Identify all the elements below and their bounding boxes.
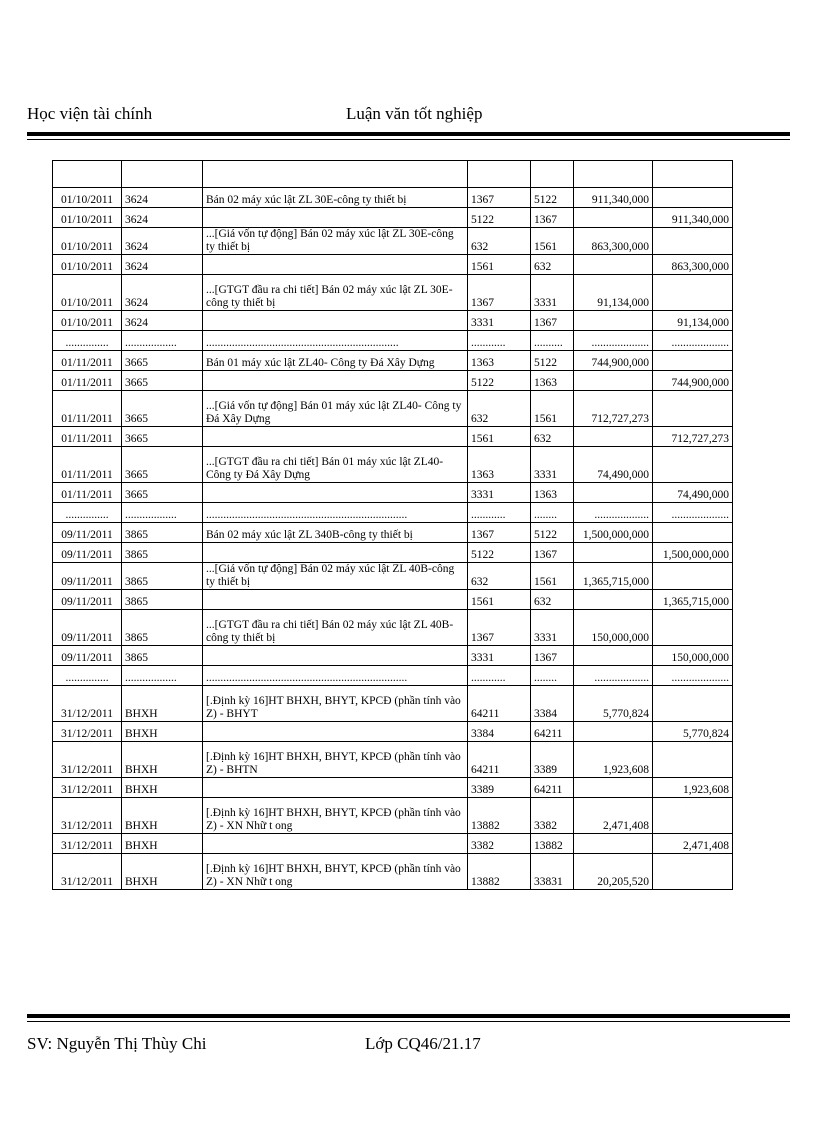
ledger-row	[53, 742, 733, 778]
cell-description: ...[GTGT đầu ra chi tiết] Bán 02 máy xúc lật ZL 40B-công ty thiết bị	[203, 610, 468, 646]
cell-voucher: ..................	[122, 666, 203, 686]
cell-credit-amount: ....................	[653, 331, 733, 351]
cell-voucher: 3624	[122, 275, 203, 311]
cell-date: 31/12/2011	[53, 686, 122, 722]
ledger-row	[53, 563, 733, 590]
cell-voucher: 3665	[122, 351, 203, 371]
cell-debit-amount: ....................	[574, 331, 653, 351]
cell-debit-account: 3331	[468, 483, 531, 503]
cell-debit-amount: 1,365,715,000	[574, 563, 653, 590]
cell-description: ...[Giá vốn tự động] Bán 01 máy xúc lật ZL40- Công ty Đá Xây Dựng	[203, 391, 468, 427]
cell-date: 01/10/2011	[53, 275, 122, 311]
cell-description	[203, 255, 468, 275]
cell-credit-account: 64211	[531, 778, 574, 798]
cell-credit-account: 5122	[531, 188, 574, 208]
cell-description	[203, 543, 468, 563]
cell-description: Bán 02 máy xúc lật ZL 30E-công ty thiết bị	[203, 188, 468, 208]
cell-debit-account: 3384	[468, 722, 531, 742]
cell-credit-account: 3331	[531, 275, 574, 311]
cell-debit-account: 1367	[468, 275, 531, 311]
ledger-row	[53, 351, 733, 371]
cell-debit-amount: 1,500,000,000	[574, 523, 653, 543]
cell-voucher: 3865	[122, 610, 203, 646]
cell-description: Bán 02 máy xúc lật ZL 340B-công ty thiết bị	[203, 523, 468, 543]
ledger-row	[53, 543, 733, 563]
footer-rule-thin	[27, 1021, 790, 1022]
cell-debit-account: ............	[468, 503, 531, 523]
cell-date: 01/11/2011	[53, 351, 122, 371]
ledger-row	[53, 834, 733, 854]
ledger-row	[53, 188, 733, 208]
cell-voucher: BHXH	[122, 686, 203, 722]
cell-debit-amount	[574, 255, 653, 275]
cell-voucher: 3665	[122, 371, 203, 391]
cell-description	[203, 208, 468, 228]
cell-debit-account	[468, 161, 531, 188]
cell-debit-account: 5122	[468, 208, 531, 228]
cell-description	[203, 590, 468, 610]
ledger-row	[53, 311, 733, 331]
footer-rule	[27, 1014, 790, 1018]
cell-debit-account: 13882	[468, 854, 531, 890]
cell-date: 01/11/2011	[53, 447, 122, 483]
cell-credit-amount	[653, 798, 733, 834]
cell-credit-account: 1367	[531, 311, 574, 331]
cell-debit-account: 1561	[468, 590, 531, 610]
cell-date: 01/11/2011	[53, 483, 122, 503]
cell-credit-account: 632	[531, 590, 574, 610]
cell-debit-account: 13882	[468, 798, 531, 834]
ledger-row	[53, 371, 733, 391]
cell-voucher: BHXH	[122, 742, 203, 778]
cell-debit-account: 1561	[468, 255, 531, 275]
cell-debit-account: 3331	[468, 646, 531, 666]
cell-credit-amount: 1,365,715,000	[653, 590, 733, 610]
cell-debit-amount: ...................	[574, 666, 653, 686]
cell-credit-account: ..........	[531, 331, 574, 351]
cell-debit-account: 3389	[468, 778, 531, 798]
cell-credit-account: 64211	[531, 722, 574, 742]
cell-debit-amount: 20,205,520	[574, 854, 653, 890]
cell-voucher: 3624	[122, 311, 203, 331]
cell-description: ...[Giá vốn tự động] Bán 02 máy xúc lật ZL 40B-công ty thiết bị	[203, 563, 468, 590]
cell-credit-amount: 2,471,408	[653, 834, 733, 854]
cell-credit-amount	[653, 188, 733, 208]
cell-debit-amount: ...................	[574, 503, 653, 523]
cell-credit-amount: 863,300,000	[653, 255, 733, 275]
ledger-row	[53, 275, 733, 311]
cell-credit-amount: ....................	[653, 503, 733, 523]
cell-credit-amount	[653, 228, 733, 255]
cell-credit-account: 33831	[531, 854, 574, 890]
ledger-row	[53, 255, 733, 275]
ledger-row	[53, 331, 733, 351]
cell-credit-account: 3389	[531, 742, 574, 778]
cell-date: 09/11/2011	[53, 523, 122, 543]
cell-debit-account: 64211	[468, 686, 531, 722]
cell-debit-amount	[574, 311, 653, 331]
cell-description	[203, 834, 468, 854]
ledger-row	[53, 778, 733, 798]
cell-date: 01/11/2011	[53, 371, 122, 391]
cell-credit-amount: 1,500,000,000	[653, 543, 733, 563]
cell-voucher: ..................	[122, 331, 203, 351]
cell-debit-account: 5122	[468, 543, 531, 563]
ledger-table	[52, 160, 733, 890]
cell-credit-account: ........	[531, 666, 574, 686]
ledger-row	[53, 523, 733, 543]
ledger-row	[53, 646, 733, 666]
ledger-row	[53, 427, 733, 447]
ledger-row	[53, 483, 733, 503]
cell-description: ...[Giá vốn tự động] Bán 02 máy xúc lật ZL 30E-công ty thiết bị	[203, 228, 468, 255]
cell-credit-amount	[653, 351, 733, 371]
cell-credit-amount: 744,900,000	[653, 371, 733, 391]
ledger-row	[53, 798, 733, 834]
cell-date: 09/11/2011	[53, 610, 122, 646]
cell-credit-account: 3384	[531, 686, 574, 722]
cell-debit-amount	[574, 208, 653, 228]
cell-date: 31/12/2011	[53, 722, 122, 742]
cell-date: 31/12/2011	[53, 834, 122, 854]
cell-voucher: 3665	[122, 483, 203, 503]
header-institution: Học viện tài chính	[27, 104, 153, 123]
cell-credit-amount	[653, 563, 733, 590]
cell-voucher: ..................	[122, 503, 203, 523]
cell-debit-amount: 74,490,000	[574, 447, 653, 483]
cell-debit-account: ............	[468, 666, 531, 686]
cell-credit-account: 1561	[531, 228, 574, 255]
cell-date: 31/12/2011	[53, 854, 122, 890]
ledger-row	[53, 208, 733, 228]
cell-credit-amount: 74,490,000	[653, 483, 733, 503]
cell-date: 31/12/2011	[53, 778, 122, 798]
cell-debit-account: 1363	[468, 351, 531, 371]
cell-debit-account: 3382	[468, 834, 531, 854]
cell-debit-account: 1367	[468, 188, 531, 208]
cell-debit-account: 64211	[468, 742, 531, 778]
cell-date: 01/10/2011	[53, 311, 122, 331]
cell-credit-amount: ....................	[653, 666, 733, 686]
cell-credit-account: ........	[531, 503, 574, 523]
cell-credit-account: 1367	[531, 208, 574, 228]
cell-description	[203, 778, 468, 798]
cell-debit-account: ............	[468, 331, 531, 351]
cell-debit-amount	[574, 483, 653, 503]
cell-description	[203, 311, 468, 331]
cell-credit-account: 5122	[531, 523, 574, 543]
cell-debit-amount: 2,471,408	[574, 798, 653, 834]
cell-credit-amount	[653, 447, 733, 483]
cell-voucher	[122, 161, 203, 188]
cell-credit-account: 1367	[531, 543, 574, 563]
cell-debit-amount	[574, 722, 653, 742]
cell-credit-account: 1363	[531, 483, 574, 503]
header-rule	[27, 132, 790, 136]
cell-credit-amount	[653, 854, 733, 890]
ledger-row	[53, 610, 733, 646]
cell-credit-amount: 1,923,608	[653, 778, 733, 798]
ledger-row	[53, 228, 733, 255]
cell-debit-account: 1367	[468, 523, 531, 543]
cell-date: 31/12/2011	[53, 742, 122, 778]
cell-credit-account: 632	[531, 255, 574, 275]
cell-credit-account: 1363	[531, 371, 574, 391]
ledger-row	[53, 161, 733, 188]
cell-debit-account: 3331	[468, 311, 531, 331]
ledger-row	[53, 590, 733, 610]
cell-credit-account: 1367	[531, 646, 574, 666]
ledger-row	[53, 391, 733, 427]
cell-date: 09/11/2011	[53, 543, 122, 563]
cell-credit-account: 1561	[531, 563, 574, 590]
cell-credit-amount	[653, 161, 733, 188]
cell-debit-amount: 150,000,000	[574, 610, 653, 646]
cell-debit-amount: 5,770,824	[574, 686, 653, 722]
ledger-row	[53, 503, 733, 523]
cell-voucher: 3865	[122, 523, 203, 543]
cell-voucher: BHXH	[122, 722, 203, 742]
cell-debit-account: 632	[468, 391, 531, 427]
cell-debit-amount: 91,134,000	[574, 275, 653, 311]
cell-debit-account: 1561	[468, 427, 531, 447]
cell-description	[203, 722, 468, 742]
cell-credit-account: 5122	[531, 351, 574, 371]
cell-credit-amount	[653, 523, 733, 543]
cell-voucher: BHXH	[122, 778, 203, 798]
cell-date: 01/10/2011	[53, 208, 122, 228]
cell-credit-amount	[653, 275, 733, 311]
cell-date: 01/11/2011	[53, 427, 122, 447]
cell-credit-account: 3331	[531, 447, 574, 483]
cell-description	[203, 371, 468, 391]
cell-credit-account: 1561	[531, 391, 574, 427]
cell-credit-amount: 5,770,824	[653, 722, 733, 742]
cell-date: 01/10/2011	[53, 188, 122, 208]
cell-debit-amount	[574, 590, 653, 610]
cell-credit-amount	[653, 686, 733, 722]
cell-description: [.Định kỳ 16]HT BHXH, BHYT, KPCĐ (phần tính vào Z) - XN Nhữ t ong	[203, 854, 468, 890]
cell-credit-account: 3331	[531, 610, 574, 646]
cell-date: 09/11/2011	[53, 590, 122, 610]
cell-description: ...[GTGT đầu ra chi tiết] Bán 01 máy xúc lật ZL40- Công ty Đá Xây Dựng	[203, 447, 468, 483]
cell-credit-amount	[653, 391, 733, 427]
ledger-row	[53, 722, 733, 742]
cell-voucher: 3624	[122, 255, 203, 275]
cell-description: [.Định kỳ 16]HT BHXH, BHYT, KPCĐ (phần tính vào Z) - BHTN	[203, 742, 468, 778]
cell-debit-account: 632	[468, 228, 531, 255]
cell-date: 01/11/2011	[53, 391, 122, 427]
cell-voucher: BHXH	[122, 798, 203, 834]
cell-credit-account	[531, 161, 574, 188]
ledger-row	[53, 854, 733, 890]
ledger-row	[53, 447, 733, 483]
cell-voucher: 3865	[122, 646, 203, 666]
cell-debit-amount	[574, 427, 653, 447]
cell-voucher: 3665	[122, 391, 203, 427]
cell-debit-amount	[574, 646, 653, 666]
cell-debit-amount	[574, 778, 653, 798]
cell-description	[203, 161, 468, 188]
cell-credit-account: 632	[531, 427, 574, 447]
footer-class: Lớp CQ46/21.17	[365, 1034, 481, 1053]
cell-date	[53, 161, 122, 188]
cell-credit-amount: 712,727,273	[653, 427, 733, 447]
cell-description: [.Định kỳ 16]HT BHXH, BHYT, KPCĐ (phần tính vào Z) - XN Nhữ t ong	[203, 798, 468, 834]
cell-date: 09/11/2011	[53, 646, 122, 666]
cell-description	[203, 483, 468, 503]
cell-description: [.Định kỳ 16]HT BHXH, BHYT, KPCĐ (phần tính vào Z) - BHYT	[203, 686, 468, 722]
cell-voucher: 3624	[122, 228, 203, 255]
cell-date: 09/11/2011	[53, 563, 122, 590]
header-rule-thin	[27, 139, 790, 140]
cell-debit-amount: 712,727,273	[574, 391, 653, 427]
cell-debit-account: 1363	[468, 447, 531, 483]
cell-date: 01/10/2011	[53, 228, 122, 255]
cell-credit-amount	[653, 610, 733, 646]
cell-description: ......................................................................	[203, 503, 468, 523]
cell-voucher: 3665	[122, 427, 203, 447]
cell-debit-amount	[574, 543, 653, 563]
cell-voucher: 3865	[122, 563, 203, 590]
cell-debit-account: 5122	[468, 371, 531, 391]
cell-voucher: 3624	[122, 188, 203, 208]
cell-credit-amount: 911,340,000	[653, 208, 733, 228]
cell-voucher: 3865	[122, 543, 203, 563]
ledger-row	[53, 686, 733, 722]
cell-description	[203, 646, 468, 666]
cell-credit-account: 13882	[531, 834, 574, 854]
cell-description: Bán 01 máy xúc lật ZL40- Công ty Đá Xây Dựng	[203, 351, 468, 371]
cell-voucher: BHXH	[122, 854, 203, 890]
cell-voucher: 3865	[122, 590, 203, 610]
cell-debit-amount	[574, 371, 653, 391]
cell-debit-account: 632	[468, 563, 531, 590]
cell-debit-amount: 1,923,608	[574, 742, 653, 778]
cell-debit-account: 1367	[468, 610, 531, 646]
cell-credit-amount: 91,134,000	[653, 311, 733, 331]
cell-description: ...................................................................	[203, 331, 468, 351]
cell-credit-amount: 150,000,000	[653, 646, 733, 666]
cell-debit-amount: 863,300,000	[574, 228, 653, 255]
cell-debit-amount: 911,340,000	[574, 188, 653, 208]
header-document-title: Luận văn tốt nghiệp	[346, 104, 483, 123]
cell-debit-amount	[574, 834, 653, 854]
cell-voucher: BHXH	[122, 834, 203, 854]
cell-date: ...............	[53, 503, 122, 523]
cell-credit-account: 3382	[531, 798, 574, 834]
cell-credit-amount	[653, 742, 733, 778]
footer-student: SV: Nguyễn Thị Thùy Chi	[27, 1034, 207, 1053]
cell-date: ...............	[53, 666, 122, 686]
cell-date: 31/12/2011	[53, 798, 122, 834]
cell-date: ...............	[53, 331, 122, 351]
cell-voucher: 3665	[122, 447, 203, 483]
cell-voucher: 3624	[122, 208, 203, 228]
cell-description: ...[GTGT đầu ra chi tiết] Bán 02 máy xúc lật ZL 30E-công ty thiết bị	[203, 275, 468, 311]
cell-description	[203, 427, 468, 447]
cell-debit-amount: 744,900,000	[574, 351, 653, 371]
cell-debit-amount	[574, 161, 653, 188]
cell-date: 01/10/2011	[53, 255, 122, 275]
ledger-row	[53, 666, 733, 686]
cell-description: ......................................................................	[203, 666, 468, 686]
